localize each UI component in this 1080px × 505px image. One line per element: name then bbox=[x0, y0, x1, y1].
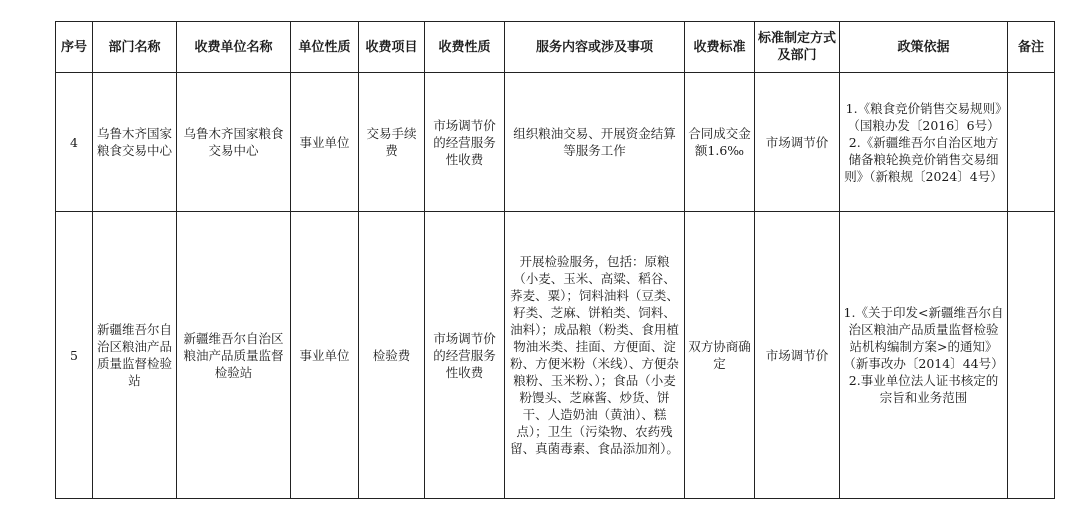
cell-dept: 乌鲁木齐国家粮食交易中心 bbox=[93, 73, 177, 212]
fee-table bbox=[55, 21, 1055, 499]
cell-nature: 事业单位 bbox=[291, 212, 359, 499]
cell-method: 市场调节价 bbox=[755, 73, 840, 212]
cell-fee-nature: 市场调节价的经营服务性收费 bbox=[425, 212, 505, 499]
cell-seq: 4 bbox=[56, 73, 93, 212]
header-note: 备注 bbox=[1008, 22, 1055, 73]
table-row bbox=[56, 212, 1055, 499]
cell-note bbox=[1008, 212, 1055, 499]
cell-unit: 新疆维吾尔自治区粮油产品质量监督检验站 bbox=[177, 212, 291, 499]
cell-item: 检验费 bbox=[359, 212, 425, 499]
cell-method: 市场调节价 bbox=[755, 212, 840, 499]
cell-unit: 乌鲁木齐国家粮食交易中心 bbox=[177, 73, 291, 212]
cell-seq: 5 bbox=[56, 212, 93, 499]
header-row bbox=[56, 22, 1055, 73]
cell-nature: 事业单位 bbox=[291, 73, 359, 212]
header-standard: 收费标准 bbox=[685, 22, 755, 73]
cell-basis: 1.《粮食竞价销售交易规则》（国粮办发〔2016〕6号）2.《新疆维吾尔自治区地方储备粮轮换竞价销售交易细则》（新粮规〔2024〕4号） bbox=[840, 73, 1008, 212]
cell-content: 开展检验服务，包括：原粮（小麦、玉米、高粱、稻谷、荞麦、粟）；饲料油料（豆类、籽类、芝麻、饼粕类、饲料、油料）；成品粮（粉类、食用植物油米类、挂面、方便面、淀粉、方便米粉（米线）、方便杂粮粉、玉米粉、）；食品（小麦粉馒头、芝麻酱、炒货、饼干、人造奶油（黄油）、糕点）；卫生（污染物、农药残留、真菌毒素、食品添加剂）。 bbox=[505, 212, 685, 499]
cell-dept: 新疆维吾尔自治区粮油产品质量监督检验站 bbox=[93, 212, 177, 499]
cell-basis: 1.《关于印发<新疆维吾尔自治区粮油产品质量监督检验站机构编制方案>的通知》（新事改办〔2014〕44号）2.事业单位法人证书核定的宗旨和业务范围 bbox=[840, 212, 1008, 499]
cell-standard: 合同成交金额1.6‰ bbox=[685, 73, 755, 212]
header-nature: 单位性质 bbox=[291, 22, 359, 73]
header-dept: 部门名称 bbox=[93, 22, 177, 73]
header-method: 标准制定方式及部门 bbox=[755, 22, 840, 73]
cell-fee-nature: 市场调节价的经营服务性收费 bbox=[425, 73, 505, 212]
table-row bbox=[56, 73, 1055, 212]
header-item: 收费项目 bbox=[359, 22, 425, 73]
cell-note bbox=[1008, 73, 1055, 212]
cell-content: 组织粮油交易、开展资金结算等服务工作 bbox=[505, 73, 685, 212]
cell-item: 交易手续费 bbox=[359, 73, 425, 212]
header-unit: 收费单位名称 bbox=[177, 22, 291, 73]
header-content: 服务内容或涉及事项 bbox=[505, 22, 685, 73]
header-basis: 政策依据 bbox=[840, 22, 1008, 73]
header-fee-nature: 收费性质 bbox=[425, 22, 505, 73]
cell-standard: 双方协商确定 bbox=[685, 212, 755, 499]
header-seq: 序号 bbox=[56, 22, 93, 73]
